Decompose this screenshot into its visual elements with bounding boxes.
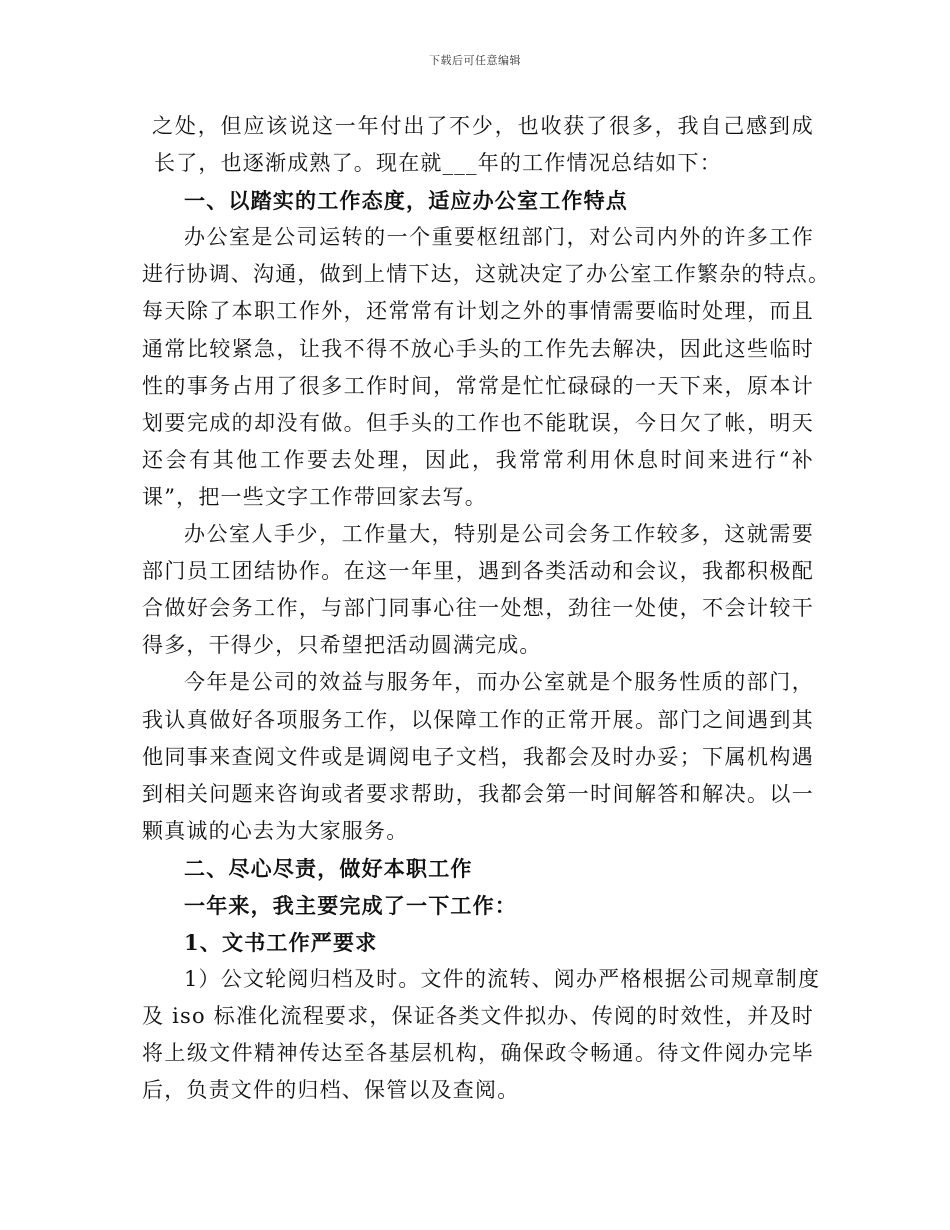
paragraph-4-line-3: 将上级文件精神传达至各基层机构，确保政令畅通。待文件阅办完毕 — [142, 1041, 814, 1066]
section-2-subheading: 一年来，我主要完成了一下工作： — [184, 892, 517, 918]
page-header-note: 下载后可任意编辑 — [429, 54, 521, 67]
paragraph-1-line-8: 课”，把一些文字工作带回家去写。 — [142, 484, 487, 509]
paragraph-4-line-2: 及 iso 标准化流程要求，保证各类文件拟办、传阅的时效性，并及时 — [142, 1004, 814, 1029]
intro-line-2: 长了，也逐渐成熟了。现在就___年的工作情况总结如下： — [154, 151, 722, 176]
paragraph-3-line-2: 我认真做好各项服务工作，以保障工作的正常开展。部门之间遇到其 — [142, 707, 814, 732]
paragraph-2-line-3: 合做好会务工作，与部门同事心往一处想，劲往一处使，不会计较干 — [142, 596, 814, 621]
paragraph-3-line-4: 到相关问题来咨询或者要求帮助，我都会第一时间解答和解决。以一 — [142, 781, 814, 806]
paragraph-3-line-3: 他同事来查阅文件或是调阅电子文档，我都会及时办妥；下属机构遇 — [142, 744, 814, 769]
paragraph-2-line-2: 部门员工团结协作。在这一年里，遇到各类活动和会议，我都积极配 — [142, 559, 814, 584]
section-2-heading: 二、尽心尽责，做好本职工作 — [184, 855, 473, 881]
paragraph-3-line-5: 颗真诚的心去为大家服务。 — [142, 818, 409, 843]
paragraph-1-line-6: 划要完成的却没有做。但手头的工作也不能耽误，今日欠了帐，明天 — [142, 410, 814, 435]
paragraph-2-line-4: 得多，干得少，只希望把活动圆满完成。 — [142, 633, 542, 658]
paragraph-1-line-1: 办公室是公司运转的一个重要枢纽部门，对公司内外的许多工作 — [184, 225, 814, 250]
paragraph-1-line-7: 还会有其他工作要去处理，因此，我常常利用休息时间来进行“补 — [142, 447, 814, 472]
paragraph-3-line-1: 今年是公司的效益与服务年，而办公室就是个服务性质的部门， — [184, 670, 814, 695]
paragraph-4-line-1: 1）公文轮阅归档及时。文件的流转、阅办严格根据公司规章制度 — [184, 967, 821, 992]
intro-line-1: 之处，但应该说这一年付出了不少，也收获了很多，我自己感到成 — [152, 114, 814, 138]
section-1-heading: 一、以踏实的工作态度，适应办公室工作特点 — [184, 188, 628, 214]
paragraph-1-line-2: 进行协调、沟通，做到上情下达，这就决定了办公室工作繁杂的特点。 — [142, 262, 831, 287]
paragraph-4-line-4: 后，负责文件的归档、保管以及查阅。 — [142, 1078, 520, 1103]
item-1-heading: 1、文书工作严要求 — [184, 930, 378, 956]
paragraph-1-line-3: 每天除了本职工作外，还常常有计划之外的事情需要临时处理，而且 — [142, 299, 814, 324]
paragraph-2-line-1: 办公室人手少，工作量大，特别是公司会务工作较多，这就需要 — [184, 522, 814, 547]
paragraph-1-line-4: 通常比较紧急，让我不得不放心手头的工作先去解决，因此这些临时 — [142, 336, 814, 361]
document-body — [142, 108, 831, 1110]
paragraph-1-line-5: 性的事务占用了很多工作时间，常常是忙忙碌碌的一天下来，原本计 — [142, 373, 814, 398]
